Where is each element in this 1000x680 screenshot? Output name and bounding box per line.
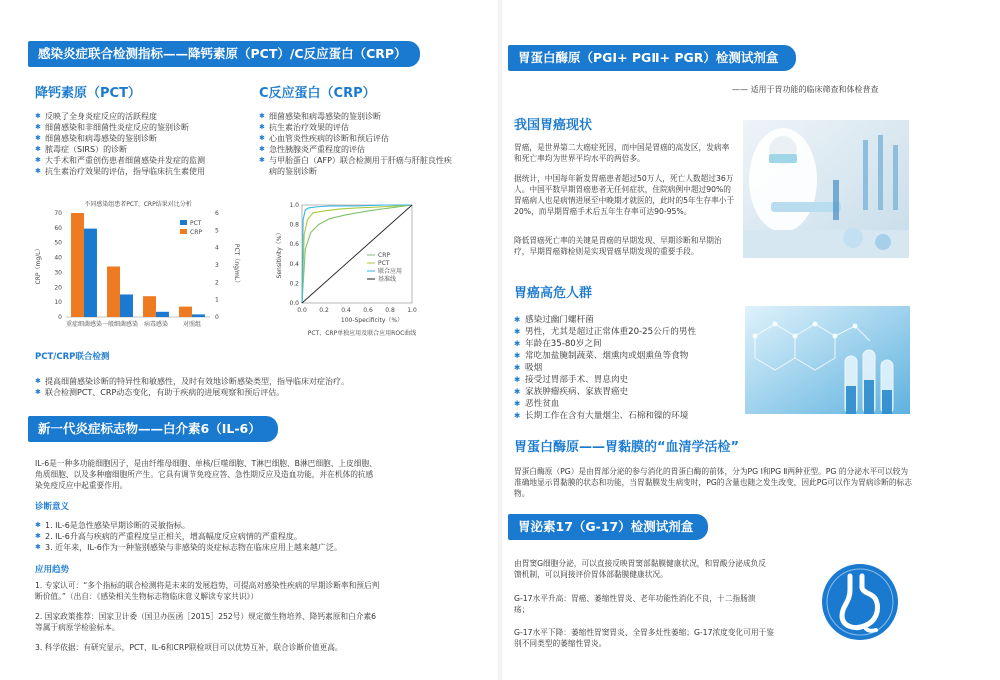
diag-list — [35, 520, 435, 553]
molecule-test-tube-photo — [745, 306, 910, 414]
status-p3: 降低胃癌死亡率的关键是胃癌的早期发现、早期诊断和早期治疗，早期胃癌筛检则是实现胃癌早期发现的重要手段。 — [514, 236, 722, 256]
y-axis-label: Sensitivity（%） — [276, 229, 283, 279]
status-p1: 胃癌，是世界第二大癌症死因，而中国是胃癌的高发区，发病率和死亡率均为世界平均水平的两倍多。 — [514, 143, 730, 163]
x-tick-label: 0.8 — [385, 307, 395, 314]
legend-swatch — [180, 229, 187, 234]
pct-list — [35, 111, 250, 177]
pg-section-text: 胃蛋白酶原（PG）是由胃部分泌的参与消化的胃蛋白酶的前体，分为PG Ⅰ和PG Ⅱ两种亚型。PG 的分泌水平可以较为准确地显示胃黏膜的状态和功能，当胃黏膜发生病变时，PG的含量也随之发生改变，因此PG可以作为胃病诊断的标志物。 — [514, 467, 912, 498]
list-item: ✱ 年龄在35-80岁之间 — [514, 338, 754, 350]
list-item: ✱ 细菌感染和病毒感染的鉴别诊断 — [35, 133, 250, 144]
y-tick-label: 0.4 — [289, 260, 299, 268]
joint-title: PCT/CRP联合检测 — [35, 352, 110, 362]
legend-label: CRP — [190, 229, 202, 236]
status-title: 我国胃癌现状 — [514, 118, 593, 133]
y-tick-label: 20 — [54, 284, 62, 292]
g17-p1: 由胃窦G细胞分泌，可以直接反映胃窦部黏膜健康状况，和胃酸分泌成负反馈机制，可以间接评价胃体部黏膜健康状况。 — [514, 559, 766, 579]
legend-label: 联合应用 — [378, 268, 403, 275]
y-tick-label: 70 — [54, 210, 62, 217]
crp-bar — [107, 266, 120, 317]
crp-bar — [143, 296, 156, 317]
x-tick-label: 0.6 — [363, 307, 373, 314]
list-item: ✱ 3. 近年来，IL-6作为一种鉴别感染与非感染的炎症标志物在临床应用上越来越广泛。 — [35, 542, 435, 553]
list-item: ✱ 细菌感染和非细菌性炎症反应的鉴别诊断 — [35, 122, 250, 133]
x-tick-label: 重症细菌感染 — [65, 321, 103, 328]
x-axis-label: 100-Specificity（%） — [340, 317, 404, 324]
list-item: ✱ 抗生素治疗效果的评估 — [259, 122, 459, 133]
pct-bar — [192, 314, 205, 317]
y2-axis-label: PCT（ng/mL） — [233, 243, 240, 287]
list-item: ✱ 反映了全身炎症反应的活跃程度 — [35, 111, 250, 122]
bar-chart — [30, 195, 245, 335]
list-item: ✱ 家族肿瘤疾病、家族胃癌史 — [514, 386, 754, 398]
list-item: ✱ 男性，尤其是超过正常体重20-25公斤的男性 — [514, 326, 754, 338]
pct-bar — [84, 229, 97, 317]
y2-tick-label: 4 — [215, 244, 219, 252]
list-item: ✱ 与甲胎蛋白（AFP）联合检测用于肝癌与肝脏良性疾病的鉴别诊断 — [259, 155, 459, 177]
y-tick-label: 0.6 — [289, 241, 299, 249]
roc-curve — [302, 205, 412, 303]
list-item: ✱ 长期工作在含有大量烟尘、石棉和镍的环境 — [514, 410, 754, 422]
il6-intro: IL-6是一种多功能细胞因子，是由纤维母细胞、单核/巨噬细胞、T淋巴细胞、B淋巴细胞、上皮细胞、角质细胞、以及多种瘤细胞所产生。它具有调节免疫应答、急性期反应及造血功能，并在机体的抗感染免疫反应中起重要作用。 — [35, 459, 377, 490]
list-item: ✱ 细菌感染和病毒感染的鉴别诊断 — [259, 111, 459, 122]
y2-tick-label: 3 — [215, 262, 219, 269]
list-item: ✱ 2. IL-6升高与疾病的严重程度呈正相关，增高幅度反应病情的严重程度。 — [35, 531, 435, 542]
y2-tick-label: 0 — [215, 314, 219, 321]
y2-tick-label: 2 — [215, 279, 219, 287]
banner-il6: 新一代炎症标志物——白介素6（IL-6） — [28, 416, 278, 442]
list-item: ✱ 接受过胃部手术、胃息肉史 — [514, 374, 754, 386]
list-item: ✱ 联合检测PCT、CRP动态变化，有助于疾病的进展观察和预后评估。 — [35, 387, 465, 398]
y-tick-label: 0.2 — [289, 280, 299, 288]
stomach-icon — [820, 562, 900, 642]
list-item: ✱ 1. IL-6是急性感染早期诊断的灵敏指标。 — [35, 520, 435, 531]
crp-list — [259, 111, 459, 177]
list-item: ✱ 提高细菌感染诊断的特异性和敏感性，及时有效地诊断感染类型，指导临床对症治疗。 — [35, 376, 465, 387]
pct-bar — [120, 294, 133, 317]
legend-swatch — [180, 220, 187, 225]
y-tick-label: 0 — [58, 314, 62, 321]
diag-title: 诊断意义 — [35, 502, 70, 512]
list-item: ✱ 大手术和严重创伤患者细菌感染并发症的监测 — [35, 155, 250, 166]
banner-pg: 胃蛋白酶原（PGⅠ+ PGⅡ+ PGR）检测试剂盒 — [508, 45, 796, 71]
banner-g17: 胃泌素17（G-17）检测试剂盒 — [508, 514, 708, 540]
list-item: ✱ 吸烟 — [514, 362, 754, 374]
g17-p2: G-17水平升高：胃癌、萎缩性胃炎、老年功能性消化不良，十二指肠溃疡； — [514, 594, 756, 614]
y-tick-label: 50 — [54, 239, 62, 247]
right-page — [500, 0, 1000, 680]
g17-p3: G-17水平下降：萎缩性胃窦胃炎、全胃多灶性萎缩；G-17浓度变化可用于鉴别不同类型的萎缩性胃炎。 — [514, 628, 774, 648]
trend-item-3: 3. 科学依据：有研究显示，PCT、IL-6和CRP联检项目可以优势互补，联合诊断价值更高。 — [35, 643, 343, 652]
x-tick-label: 1.0 — [407, 307, 417, 314]
crp-title: C反应蛋白（CRP） — [259, 86, 376, 101]
legend-label: PCT — [190, 220, 202, 227]
pct-title: 降钙素原（PCT） — [35, 86, 141, 101]
trend-title: 应用趋势 — [35, 565, 70, 575]
list-item: ✱ 恶性贫血 — [514, 398, 754, 410]
pg-section-title: 胃蛋白酶原——胃黏膜的“血清学活检” — [514, 440, 740, 455]
lab-scientist-photo — [743, 120, 909, 258]
list-item: ✱ 心血管炎性疾病的诊断和预后评估 — [259, 133, 459, 144]
list-item: ✱ 感染过幽门螺杆菌 — [514, 314, 754, 326]
crp-bar — [179, 307, 192, 317]
y-tick-label: 0.0 — [289, 300, 299, 307]
y-tick-label: 60 — [54, 224, 62, 232]
legend-label: 基准线 — [378, 276, 397, 283]
x-tick-label: 0.2 — [319, 307, 329, 314]
trend-item-2: 2. 国家政策推荐：国家卫计委（国卫办医函［2015］252号）规定微生物培养、降钙素原和白介素6等属于病原学检验标本。 — [35, 612, 377, 632]
x-tick-label: 对照组 — [182, 321, 202, 328]
trend-item-1: 1. 专家认可：“多个指标的联合检测将是未来的发展趋势，可提高对感染性疾病的早期诊断率和预后判断价值。”（出自：《感染相关生物标志物临床意义解读专家共识》） — [35, 581, 380, 601]
y-tick-label: 30 — [54, 269, 62, 277]
x-tick-label: 0.0 — [297, 307, 307, 314]
list-item: ✱ 抗生素治疗效果的评估，指导临床抗生素使用 — [35, 166, 250, 177]
y-axis-label: CRP（mg/L） — [35, 245, 42, 285]
y2-tick-label: 5 — [215, 227, 219, 235]
bar-chart-title: 不同感染组患者PCT、CRP结果对比分析 — [84, 201, 192, 208]
list-item: ✱ 急性胰腺炎严重程度的评估 — [259, 144, 459, 155]
y-tick-label: 10 — [54, 299, 62, 307]
pct-bar — [156, 312, 169, 317]
pg-subtitle: —— 适用于胃功能的临床筛查和体检普查 — [732, 85, 879, 94]
y2-tick-label: 6 — [215, 210, 219, 217]
x-tick-label: 病毒感染 — [143, 321, 169, 328]
list-item: ✱ 常吃加盐腌制蔬菜、烟熏肉或烟熏鱼等食物 — [514, 350, 754, 362]
y2-tick-label: 1 — [215, 296, 219, 304]
x-tick-label: 一般细菌感染 — [101, 321, 139, 328]
roc-chart — [272, 195, 452, 340]
x-tick-label: 0.4 — [341, 307, 351, 314]
list-item: ✱ 脓毒症（SIRS）的诊断 — [35, 144, 250, 155]
y-tick-label: 40 — [54, 254, 62, 262]
legend-label: PCT — [378, 260, 390, 267]
roc-chart-title: PCT、CRP单独应用及联合应用ROC曲线 — [307, 330, 417, 337]
crp-bar — [71, 213, 84, 317]
risk-title: 胃癌高危人群 — [514, 286, 593, 301]
banner-pct-crp: 感染炎症联合检测指标——降钙素原（PCT）/C反应蛋白（CRP） — [28, 41, 420, 67]
joint-list — [35, 376, 465, 398]
status-p2: 据统计，中国每年新发胃癌患者超过50万人，死亡人数超过36万人。中国平数早期胃癌患者无任何症状，住院病例中超过90%的胃癌病人也是病情进展至中晚期才就医的，此时的5年生存率小于20%，而早期胃癌手术后五年生存率可达90-95%。 — [514, 174, 735, 216]
legend-label: CRP — [378, 252, 390, 259]
y-tick-label: 1.0 — [289, 202, 299, 209]
y-tick-label: 0.8 — [289, 221, 299, 229]
risk-list — [514, 314, 754, 422]
